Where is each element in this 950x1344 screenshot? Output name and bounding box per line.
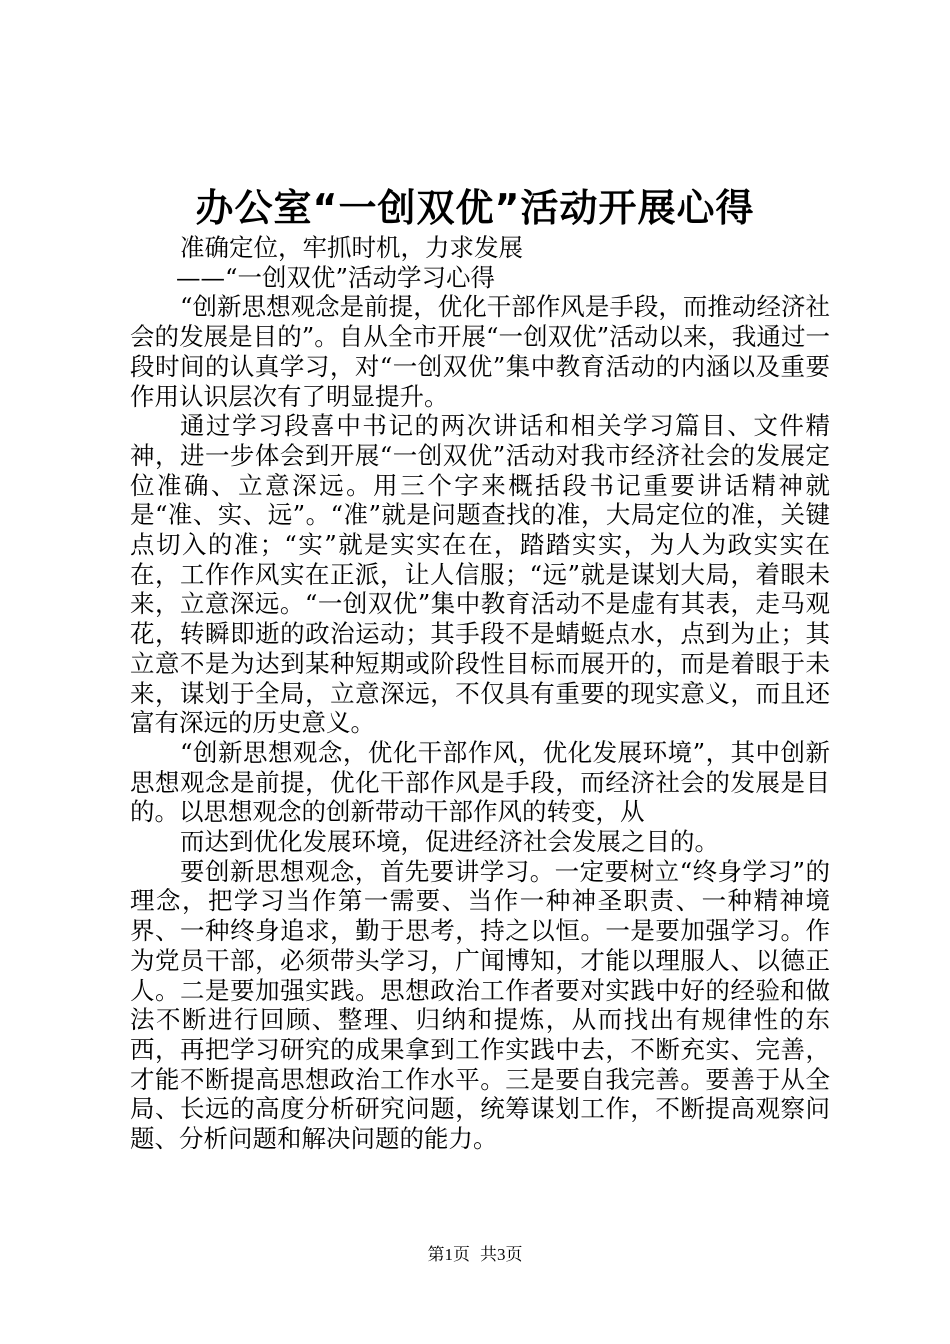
paragraph-4: 要创新思想观念，首先要讲学习。一定要树立“终身学习”的理念，把学习当作第一需要、当作一种神圣职责、一种精神境界、一种终身追求，勤于思考，持之以恒。一是要加强学习。作为党员干部，必须带头学习，广闻博知，才能以理服人、以德正人。二是要加强实践。思想政治工作者要对实践中好的经验和做法不断进行回顾、整理、归纳和提炼，从而找出有规律性的东西，再把学习研究的成果拿到工作实践中去，不断充实、完善，才能不断提高思想政治工作水平。三是要自我完善。要善于从全局、长远的高度分析研究问题，统筹谋划工作，不断提高观察问题、分析问题和解决问题的能力。	[130, 856, 830, 1154]
paragraph-3: “创新思想观念，优化干部作风，优化发展环境”，其中创新思想观念是前提，优化干部作风是手段，而经济社会的发展是目的。以思想观念的创新带动干部作风的转变，从	[130, 737, 830, 827]
paragraph-2: 通过学习段喜中书记的两次讲话和相关学习篇目、文件精神，进一步体会到开展“一创双优”活动对我市经济社会的发展定位准确、立意深远。用三个字来概括段书记重要讲话精神就是“准、实、远”。“准”就是问题查找的准，大局定位的准，关键点切入的准；“实”就是实实在在，踏踏实实，为人为政实实在在，工作作风实在正派，让人信服；“远”就是谋划大局，着眼未来，立意深远。“一创双优”集中教育活动不是虚有其表，走马观花，转瞬即逝的政治运动；其手段不是蜻蜓点水，点到为止；其立意不是为达到某种短期或阶段性目标而展开的，而是着眼于未来，谋划于全局，立意深远，不仅具有重要的现实意义，而且还富有深远的历史意义。	[130, 411, 830, 738]
document-title: 办公室“一创双优”活动开展心得	[195, 186, 755, 230]
subtitle-line-1: 准确定位，牢抓时机，力求发展	[180, 233, 523, 262]
subtitle-line-2: ——“一创双优”活动学习心得	[176, 262, 496, 292]
document-body	[130, 233, 830, 1154]
paragraph-3-continuation: 而达到优化发展环境，促进经济社会发展之目的。	[180, 827, 719, 857]
page-total: 共3页	[480, 1245, 523, 1264]
page-number: 第1页	[427, 1245, 470, 1264]
paragraph-1: “创新思想观念是前提，优化干部作风是手段，而推动经济社会的发展是目的”。自从全市开展“一创双优”活动以来，我通过一段时间的认真学习，对“一创双优”集中教育活动的内涵以及重要作用认识层次有了明显提升。	[130, 292, 830, 411]
page-footer	[0, 1244, 950, 1266]
